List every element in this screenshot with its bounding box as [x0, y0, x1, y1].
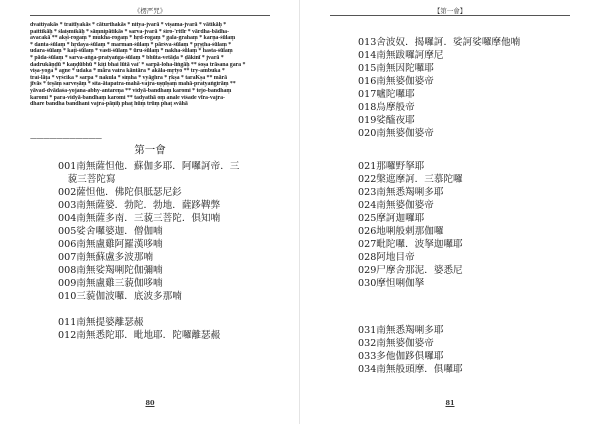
verse-line: 019娑醯夜耶	[358, 115, 415, 126]
verse-line: 009南無盧雞三藐伽哆喃	[58, 278, 163, 289]
verse-line: 025摩訶迦囉耶	[358, 213, 425, 224]
running-head-left: 《楞严咒》	[133, 7, 167, 15]
verse-line: 020南無婆伽婆帝	[358, 128, 434, 139]
section-title-left: 第一會	[134, 144, 166, 156]
transliteration-line: * danta-śūlaṃ * hṛdaya-śūlaṃ * marman-śūlaṃ * pārśva-śūlaṃ * pṛṣṭha-śūlaṃ *	[30, 41, 232, 48]
transliteration-line: viṣa-yoga * agne * udaka * māra vaira kāntāra * akāla-mṛtyo ** try-ambuka *	[30, 68, 225, 75]
verse-line: 022槃遮摩訶．三慕陀囉	[358, 174, 463, 185]
transliteration-line: karomi * para-vidyā-bandhaṃ karomi ** tadyathā oṃ anale viśade vīra-vajra-	[30, 94, 225, 101]
verse-line: 014南無跋囉訶摩尼	[358, 50, 444, 61]
right-page	[300, 0, 600, 424]
verse-line: 013舍波奴．揭囉訶．娑訶娑囉摩他喃	[358, 37, 521, 48]
header-rule-right	[330, 15, 570, 16]
verse-line: 010三藐伽波囉．底波多那喃	[58, 291, 182, 302]
verse-line: 007南無蘇盧多波那喃	[58, 252, 154, 263]
section-divider: ———————————	[30, 134, 102, 142]
transliteration-block	[30, 22, 275, 108]
verse-line: 016南無婆伽婆帝	[358, 76, 434, 87]
verse-line: 031南無悉羯唎多耶	[358, 325, 444, 336]
verse-line: 028阿地目帝	[358, 252, 415, 263]
verse-line: 藐三菩陀寫	[58, 174, 116, 185]
transliteration-line: * pāda-śūlaṃ * sarva-aṅga-pratyaṅga-śūlaṃ * bhūta-vetāḍa * ḍākinī * jvarā *	[30, 54, 224, 61]
verse-line: 032南無婆伽婆帝	[358, 338, 434, 349]
transliteration-line: trai-lāṭa * vṛścika * sarpa * nakula * siṃha * vyāghra * ṛkṣa * taraKṣa ** mārā	[30, 74, 227, 81]
running-head-right: 【第一會】	[433, 7, 467, 15]
transliteration-line: avacakā ** akṣi-rogaṃ * mukha-rogaṃ * hṛd-rogaṃ * gala-grahaṃ * karṇa-śūlaṃ	[30, 35, 236, 42]
verse-line: 026地唎般剌那伽囉	[358, 226, 444, 237]
verse-line: 021那囉野拏耶	[358, 161, 425, 172]
verse-line: 006南無盧雞阿羅漢哆喃	[58, 239, 163, 250]
verse-line: 030摩怛唎伽拏	[358, 278, 425, 289]
verse-line: 003南無薩婆．勃陀．勃地．薩跢鞞弊	[58, 200, 221, 211]
verse-line: 012南無悉陀耶．毗地耶．陀囉離瑟赧	[58, 330, 221, 341]
transliteration-line: dvaitiyakās * traitīyakās * cāturthakās * nitya-jvarā * viṣama-jvarā * vātikāḥ *	[30, 22, 227, 28]
transliteration-line: dhare bandha bandhani vajra-pāṇiḥ phaṭ hūṃ trūṃ phaṭ svāhā	[30, 101, 188, 108]
verse-line: 029尸摩舍那泥．婆悉尼	[358, 265, 463, 276]
verse-line: 004南無薩多南．三藐三菩陀．俱知喃	[58, 213, 221, 224]
verse-line: 034南無般頭摩．俱囉耶	[358, 364, 463, 375]
verse-line: 011南無提婆離瑟赧	[58, 317, 144, 328]
transliteration-line: dadrukāṇḍū * kaṇḍūbhū * kiṭi bhai lūtā vaiʹ * sarpā-loha-liṅgāḥ ** śoṣa trāsana gara *	[30, 61, 246, 68]
verse-line: 033多他伽跢俱囉耶	[358, 351, 444, 362]
page-number-right: 81	[445, 399, 455, 407]
verse-line: 005娑舍囉婆迦．僧伽喃	[58, 226, 163, 237]
verse-line: 001南無薩怛他．蘇伽多耶．阿囉訶帝．三	[58, 161, 240, 172]
header-rule-left	[30, 15, 270, 16]
verse-line: 024南無婆伽婆帝	[358, 200, 434, 211]
verse-line: 018烏摩般帝	[358, 102, 415, 113]
transliteration-line: jīvās * teṣāṃ sarveṣāṃ * sita-ātapatra-mahā-vajra-uṣṇīṣaṃ mahā-pratyaṅgirāṃ **	[30, 81, 236, 88]
verse-line: 002薩怛他．佛陀俱胝瑟尼釤	[58, 187, 182, 198]
verse-line: 023南無悉羯唎多耶	[358, 187, 444, 198]
verse-line: 017嚧陀囉耶	[358, 89, 415, 100]
verse-line: 008南無娑羯唎陀伽彌喃	[58, 265, 163, 276]
transliteration-line: udara-śūlaṃ * kaṭi-śūlaṃ * vasti-śūlaṃ * ūru-śūlaṃ * nakha-śūlaṃ * hasta-śūlaṃ	[30, 48, 233, 55]
transliteration-line: paittikāḥ * ślaiṣmikāḥ * sāṃnipātikās * sarva-jvarā * śiro-'rttīr * vārdha-bādha-	[30, 28, 229, 35]
transliteration-line: yāvad-dvādaśa-yojana-abhy-antareṇa ** vidyā-bandhaṃ karomi * tejo-bandhaṃ	[30, 87, 232, 94]
verse-line: 027毗陀囉．波拏迦囉耶	[358, 239, 463, 250]
page-number-left: 80	[145, 399, 155, 407]
verse-line: 015南無因陀囉耶	[358, 63, 434, 74]
